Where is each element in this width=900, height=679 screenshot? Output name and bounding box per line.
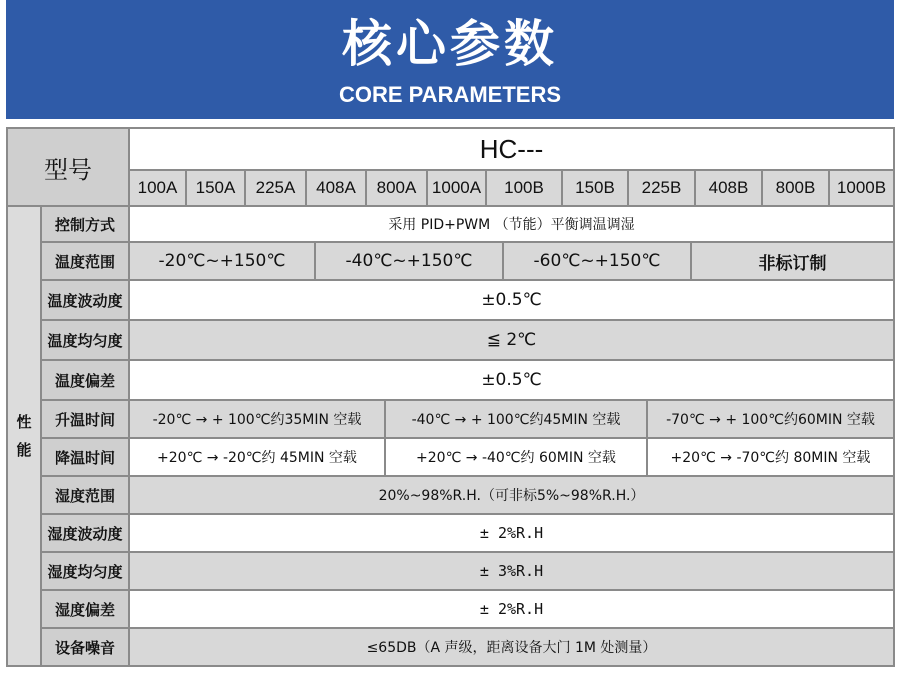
banner bbox=[6, 0, 894, 119]
temp-range-value: -40℃~+150℃ bbox=[315, 242, 503, 280]
model-cell: 1000B bbox=[829, 170, 894, 206]
model-cell: 150A bbox=[186, 170, 245, 206]
temp-deviation-value: ±0.5℃ bbox=[129, 360, 894, 400]
control-value: 采用 PID+PWM （节能）平衡调温调湿 bbox=[129, 206, 894, 242]
temp-range-value: -60℃~+150℃ bbox=[503, 242, 691, 280]
heat-time-value: -20℃ → + 100℃约35MIN 空载 bbox=[129, 400, 385, 438]
section-label-performance: 性 能 bbox=[7, 206, 41, 666]
temp-range-value: -20℃~+150℃ bbox=[129, 242, 315, 280]
humidity-fluctuation-value: ± 2%R.H bbox=[129, 514, 894, 552]
model-cell: 800B bbox=[762, 170, 829, 206]
title-english: CORE PARAMETERS bbox=[338, 82, 562, 107]
model-cell: 100A bbox=[129, 170, 186, 206]
row-label-temp-range: 温度范围 bbox=[41, 242, 129, 280]
humidity-uniformity-value: ± 3%R.H bbox=[129, 552, 894, 590]
row-label-control: 控制方式 bbox=[41, 206, 129, 242]
temp-fluctuation-value: ±0.5℃ bbox=[129, 280, 894, 320]
humidity-range-value: 20%~98%R.H.（可非标5%~98%R.H.） bbox=[129, 476, 894, 514]
row-label-temp-uniformity: 温度均匀度 bbox=[41, 320, 129, 360]
heat-time-value: -40℃ → + 100℃约45MIN 空载 bbox=[385, 400, 647, 438]
noise-value: ≤65DB（A 声级，距离设备大门 1M 处测量） bbox=[129, 628, 894, 666]
model-prefix: HC--- bbox=[129, 128, 894, 170]
cool-time-value: +20℃ → -40℃约 60MIN 空载 bbox=[385, 438, 647, 476]
row-label-temp-fluctuation: 温度波动度 bbox=[41, 280, 129, 320]
model-cell: 1000A bbox=[427, 170, 486, 206]
row-label-temp-deviation: 温度偏差 bbox=[41, 360, 129, 400]
row-label-cool-time: 降温时间 bbox=[41, 438, 129, 476]
cool-time-value: +20℃ → -20℃约 45MIN 空载 bbox=[129, 438, 385, 476]
row-label-humidity-uniformity: 湿度均匀度 bbox=[41, 552, 129, 590]
heat-time-value: -70℃ → + 100℃约60MIN 空载 bbox=[647, 400, 894, 438]
title-chinese: 核心参数 bbox=[342, 15, 558, 73]
parameter-table bbox=[6, 127, 895, 667]
row-label-heat-time: 升温时间 bbox=[41, 400, 129, 438]
model-cell: 225A bbox=[245, 170, 306, 206]
model-cell: 408B bbox=[695, 170, 762, 206]
model-cell: 100B bbox=[486, 170, 562, 206]
row-label-humidity-fluctuation: 湿度波动度 bbox=[41, 514, 129, 552]
model-cell: 150B bbox=[562, 170, 628, 206]
temp-range-custom: 非标订制 bbox=[691, 242, 894, 280]
model-label: 型号 bbox=[7, 128, 129, 206]
model-cell: 408A bbox=[306, 170, 366, 206]
model-cell: 225B bbox=[628, 170, 695, 206]
model-cell: 800A bbox=[366, 170, 427, 206]
humidity-deviation-value: ± 2%R.H bbox=[129, 590, 894, 628]
cool-time-value: +20℃ → -70℃约 80MIN 空载 bbox=[647, 438, 894, 476]
row-label-noise: 设备噪音 bbox=[41, 628, 129, 666]
temp-uniformity-value: ≦ 2℃ bbox=[129, 320, 894, 360]
row-label-humidity-range: 湿度范围 bbox=[41, 476, 129, 514]
row-label-humidity-deviation: 湿度偏差 bbox=[41, 590, 129, 628]
